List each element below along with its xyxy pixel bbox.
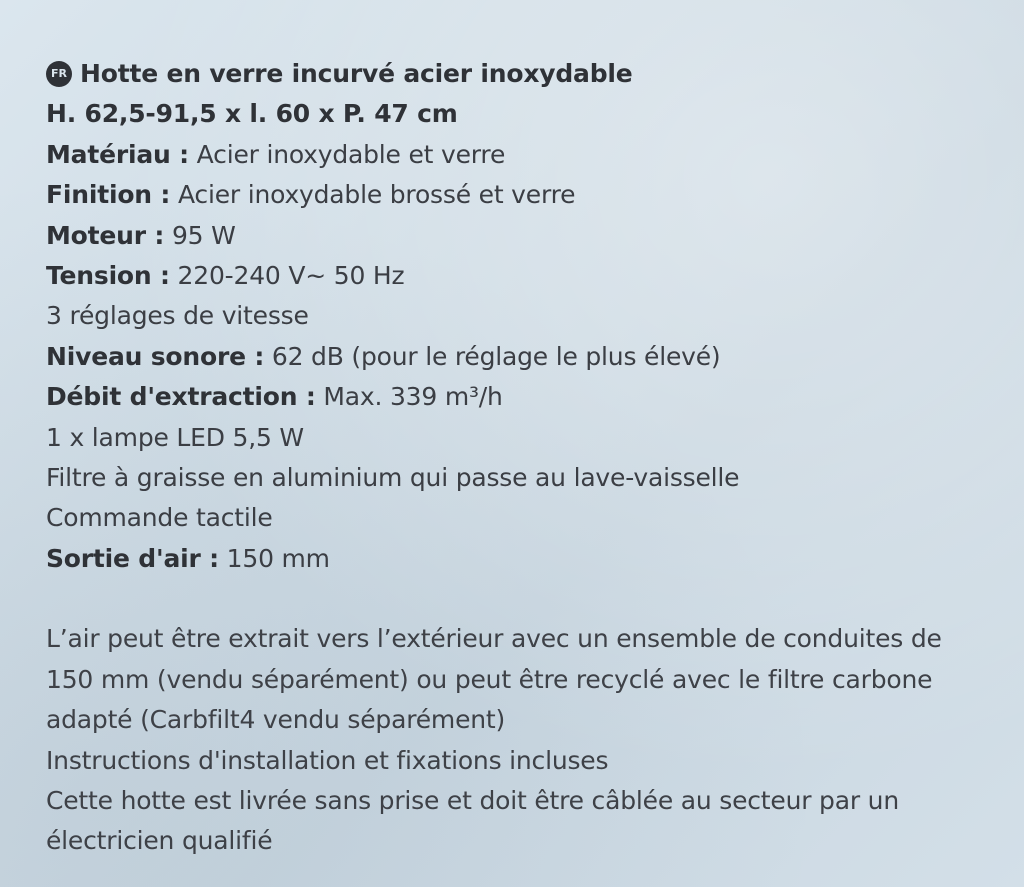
- spec-line-air-outlet: [46, 539, 1016, 579]
- spec-value: 62 dB (pour le réglage le plus élevé): [264, 341, 721, 371]
- spec-value: 150 mm: [218, 543, 330, 573]
- spec-label: Matériau :: [46, 139, 189, 169]
- spec-line-finish: [46, 175, 1016, 215]
- spec-line-control: [46, 498, 1016, 538]
- spec-value: Filtre à graisse en aluminium qui passe au lave-vaisselle: [46, 463, 740, 493]
- spec-line-lamp: [46, 418, 1016, 458]
- spec-line-dimensions: [46, 94, 1016, 134]
- spec-label: Débit d'extraction :: [46, 382, 316, 412]
- spec-label: Finition :: [46, 180, 171, 210]
- description-paragraph: [46, 619, 1016, 861]
- language-badge-icon: FR: [46, 61, 72, 87]
- spec-value: Commande tactile: [46, 503, 273, 533]
- spec-label: H. 62,5-91,5 x l. 60 x P. 47 cm: [46, 99, 458, 129]
- paragraph-line: Cette hotte est livrée sans prise et doit être câblée au secteur par un: [46, 785, 899, 815]
- product-title-line: [46, 54, 1016, 94]
- paragraph-line: Instructions d'installation et fixations incluses: [46, 745, 609, 775]
- spec-label: Niveau sonore :: [46, 341, 265, 371]
- spec-value: 3 réglages de vitesse: [46, 301, 309, 331]
- spec-label: Moteur :: [46, 220, 165, 250]
- spec-value: Max. 339 m³/h: [315, 382, 503, 412]
- spec-value: Acier inoxydable brossé et verre: [170, 180, 576, 210]
- paragraph-line: adapté (Carbfilt4 vendu séparément): [46, 705, 506, 735]
- spec-line-filter: [46, 458, 1016, 498]
- spec-value: 95 W: [164, 220, 236, 250]
- section-spacer: [46, 579, 1016, 619]
- spec-line-motor: [46, 216, 1016, 256]
- product-title: Hotte en verre incurvé acier inoxydable: [80, 59, 633, 88]
- paragraph-line: électricien qualifié: [46, 826, 273, 856]
- spec-value: 1 x lampe LED 5,5 W: [46, 422, 304, 452]
- spec-line-material: [46, 135, 1016, 175]
- spec-line-speeds: [46, 296, 1016, 336]
- paragraph-line: 150 mm (vendu séparément) ou peut être recyclé avec le filtre carbone: [46, 664, 933, 694]
- spec-line-voltage: [46, 256, 1016, 296]
- spec-value: Acier inoxydable et verre: [188, 139, 506, 169]
- spec-label: Sortie d'air :: [46, 543, 219, 573]
- spec-label: Tension :: [46, 261, 170, 291]
- paragraph-line: L’air peut être extrait vers l’extérieur avec un ensemble de conduites de: [46, 624, 942, 654]
- spec-line-noise: [46, 337, 1016, 377]
- spec-line-airflow: [46, 377, 1016, 417]
- spec-value: 220-240 V~ 50 Hz: [169, 261, 405, 291]
- product-spec-block: [46, 54, 1016, 862]
